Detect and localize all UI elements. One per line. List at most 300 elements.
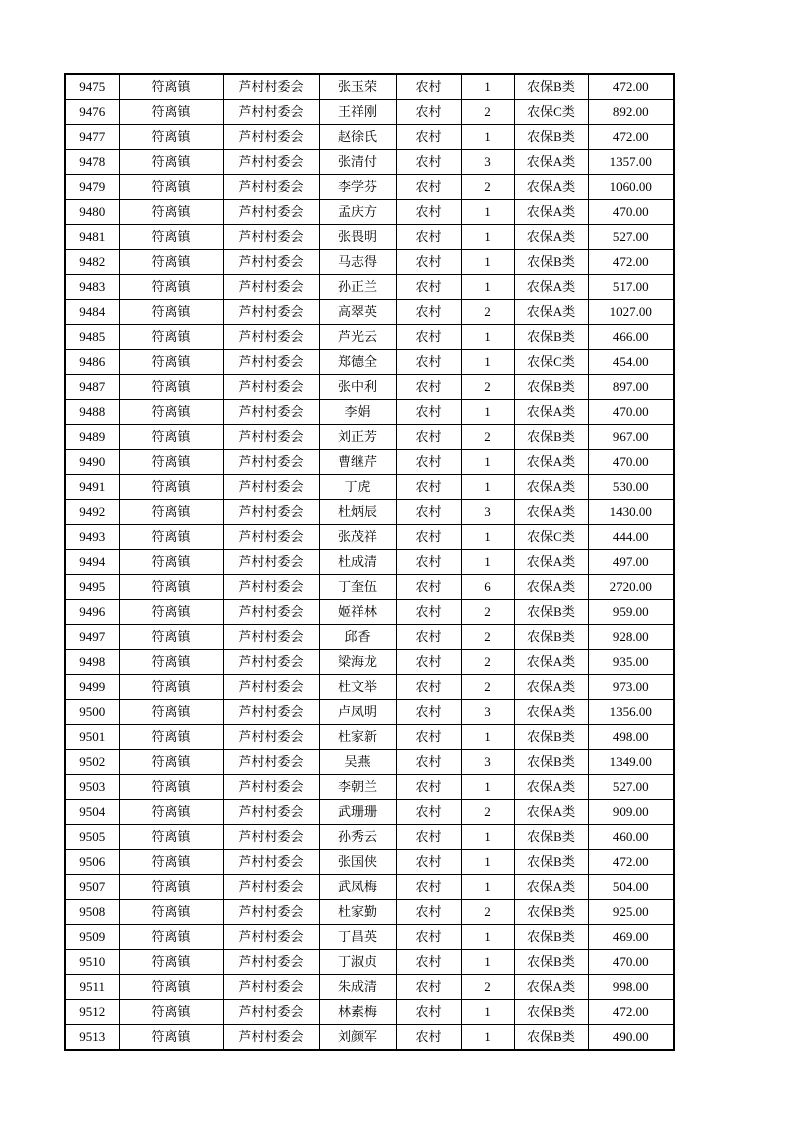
cell-name: 郑德全 (319, 350, 396, 375)
cell-id: 9478 (65, 150, 119, 175)
cell-count: 1 (461, 825, 514, 850)
cell-town: 符离镇 (119, 225, 223, 250)
cell-name: 张玉荣 (319, 74, 396, 100)
cell-name: 杜家新 (319, 725, 396, 750)
cell-category: 农保A类 (514, 225, 588, 250)
table-row (65, 450, 674, 475)
cell-residence: 农村 (396, 550, 461, 575)
cell-name: 张畏明 (319, 225, 396, 250)
cell-name: 孟庆方 (319, 200, 396, 225)
cell-name: 曹继芹 (319, 450, 396, 475)
cell-count: 3 (461, 500, 514, 525)
cell-town: 符离镇 (119, 925, 223, 950)
cell-village: 芦村村委会 (223, 950, 319, 975)
cell-town: 符离镇 (119, 500, 223, 525)
cell-id: 9481 (65, 225, 119, 250)
cell-village: 芦村村委会 (223, 925, 319, 950)
cell-town: 符离镇 (119, 575, 223, 600)
cell-amount: 1357.00 (588, 150, 674, 175)
cell-id: 9480 (65, 200, 119, 225)
cell-id: 9507 (65, 875, 119, 900)
cell-name: 丁奎伍 (319, 575, 396, 600)
cell-residence: 农村 (396, 875, 461, 900)
cell-village: 芦村村委会 (223, 400, 319, 425)
cell-village: 芦村村委会 (223, 900, 319, 925)
cell-village: 芦村村委会 (223, 550, 319, 575)
cell-name: 张中利 (319, 375, 396, 400)
cell-village: 芦村村委会 (223, 525, 319, 550)
cell-count: 1 (461, 250, 514, 275)
cell-residence: 农村 (396, 325, 461, 350)
cell-town: 符离镇 (119, 975, 223, 1000)
cell-village: 芦村村委会 (223, 375, 319, 400)
cell-id: 9496 (65, 600, 119, 625)
cell-town: 符离镇 (119, 300, 223, 325)
cell-count: 2 (461, 650, 514, 675)
cell-name: 武凤梅 (319, 875, 396, 900)
cell-id: 9482 (65, 250, 119, 275)
table-row (65, 675, 674, 700)
cell-count: 2 (461, 600, 514, 625)
cell-town: 符离镇 (119, 525, 223, 550)
cell-id: 9500 (65, 700, 119, 725)
cell-village: 芦村村委会 (223, 775, 319, 800)
cell-name: 吴燕 (319, 750, 396, 775)
cell-amount: 454.00 (588, 350, 674, 375)
table-row (65, 750, 674, 775)
cell-town: 符离镇 (119, 350, 223, 375)
table-row (65, 550, 674, 575)
cell-count: 3 (461, 750, 514, 775)
table-row (65, 325, 674, 350)
cell-amount: 472.00 (588, 850, 674, 875)
cell-amount: 928.00 (588, 625, 674, 650)
cell-village: 芦村村委会 (223, 250, 319, 275)
cell-town: 符离镇 (119, 250, 223, 275)
cell-village: 芦村村委会 (223, 850, 319, 875)
cell-residence: 农村 (396, 850, 461, 875)
table-row (65, 525, 674, 550)
table-row (65, 225, 674, 250)
cell-id: 9503 (65, 775, 119, 800)
cell-count: 2 (461, 375, 514, 400)
cell-name: 李娟 (319, 400, 396, 425)
cell-village: 芦村村委会 (223, 150, 319, 175)
cell-residence: 农村 (396, 675, 461, 700)
table-row (65, 925, 674, 950)
table-row (65, 825, 674, 850)
cell-id: 9487 (65, 375, 119, 400)
cell-town: 符离镇 (119, 625, 223, 650)
cell-residence: 农村 (396, 725, 461, 750)
table-row (65, 275, 674, 300)
table-row (65, 850, 674, 875)
cell-id: 9512 (65, 1000, 119, 1025)
cell-id: 9498 (65, 650, 119, 675)
cell-count: 1 (461, 475, 514, 500)
cell-village: 芦村村委会 (223, 825, 319, 850)
cell-town: 符离镇 (119, 325, 223, 350)
cell-count: 2 (461, 900, 514, 925)
table-row (65, 200, 674, 225)
cell-category: 农保C类 (514, 350, 588, 375)
table-row (65, 700, 674, 725)
cell-name: 丁虎 (319, 475, 396, 500)
cell-town: 符离镇 (119, 150, 223, 175)
cell-count: 1 (461, 125, 514, 150)
cell-amount: 466.00 (588, 325, 674, 350)
cell-name: 梁海龙 (319, 650, 396, 675)
cell-amount: 460.00 (588, 825, 674, 850)
cell-id: 9506 (65, 850, 119, 875)
cell-id: 9513 (65, 1025, 119, 1051)
cell-amount: 935.00 (588, 650, 674, 675)
cell-residence: 农村 (396, 175, 461, 200)
table-row (65, 900, 674, 925)
cell-category: 农保B类 (514, 625, 588, 650)
cell-name: 杜文举 (319, 675, 396, 700)
cell-village: 芦村村委会 (223, 500, 319, 525)
cell-count: 1 (461, 775, 514, 800)
cell-residence: 农村 (396, 350, 461, 375)
cell-town: 符离镇 (119, 950, 223, 975)
cell-residence: 农村 (396, 400, 461, 425)
cell-count: 2 (461, 675, 514, 700)
cell-town: 符离镇 (119, 900, 223, 925)
cell-count: 1 (461, 450, 514, 475)
table-row (65, 100, 674, 125)
cell-town: 符离镇 (119, 675, 223, 700)
cell-category: 农保B类 (514, 425, 588, 450)
records-table-body (65, 74, 674, 1050)
cell-name: 杜炳辰 (319, 500, 396, 525)
cell-town: 符离镇 (119, 475, 223, 500)
cell-amount: 1349.00 (588, 750, 674, 775)
cell-residence: 农村 (396, 600, 461, 625)
table-row (65, 350, 674, 375)
cell-amount: 527.00 (588, 225, 674, 250)
cell-category: 农保A类 (514, 175, 588, 200)
cell-amount: 527.00 (588, 775, 674, 800)
table-row (65, 74, 674, 100)
cell-town: 符离镇 (119, 775, 223, 800)
cell-residence: 农村 (396, 825, 461, 850)
cell-amount: 1430.00 (588, 500, 674, 525)
cell-id: 9486 (65, 350, 119, 375)
cell-id: 9477 (65, 125, 119, 150)
cell-amount: 517.00 (588, 275, 674, 300)
cell-amount: 892.00 (588, 100, 674, 125)
cell-town: 符离镇 (119, 600, 223, 625)
cell-count: 1 (461, 550, 514, 575)
cell-name: 杜家勤 (319, 900, 396, 925)
cell-name: 李学芬 (319, 175, 396, 200)
cell-count: 1 (461, 350, 514, 375)
cell-category: 农保C类 (514, 100, 588, 125)
cell-residence: 农村 (396, 150, 461, 175)
cell-name: 孙正兰 (319, 275, 396, 300)
table-row (65, 250, 674, 275)
cell-category: 农保A类 (514, 975, 588, 1000)
cell-count: 1 (461, 925, 514, 950)
cell-id: 9475 (65, 74, 119, 100)
cell-village: 芦村村委会 (223, 975, 319, 1000)
cell-amount: 472.00 (588, 1000, 674, 1025)
cell-amount: 2720.00 (588, 575, 674, 600)
cell-amount: 1356.00 (588, 700, 674, 725)
cell-category: 农保A类 (514, 300, 588, 325)
cell-town: 符离镇 (119, 275, 223, 300)
cell-name: 孙秀云 (319, 825, 396, 850)
cell-residence: 农村 (396, 74, 461, 100)
cell-count: 1 (461, 74, 514, 100)
cell-count: 1 (461, 325, 514, 350)
cell-amount: 470.00 (588, 200, 674, 225)
cell-residence: 农村 (396, 450, 461, 475)
cell-id: 9479 (65, 175, 119, 200)
cell-amount: 470.00 (588, 950, 674, 975)
cell-count: 1 (461, 950, 514, 975)
cell-count: 1 (461, 875, 514, 900)
cell-amount: 909.00 (588, 800, 674, 825)
cell-id: 9508 (65, 900, 119, 925)
cell-category: 农保B类 (514, 1000, 588, 1025)
cell-category: 农保B类 (514, 125, 588, 150)
cell-amount: 498.00 (588, 725, 674, 750)
cell-name: 马志得 (319, 250, 396, 275)
cell-amount: 530.00 (588, 475, 674, 500)
cell-count: 2 (461, 425, 514, 450)
cell-amount: 472.00 (588, 250, 674, 275)
cell-town: 符离镇 (119, 800, 223, 825)
cell-residence: 农村 (396, 625, 461, 650)
cell-id: 9492 (65, 500, 119, 525)
cell-name: 李朝兰 (319, 775, 396, 800)
cell-amount: 470.00 (588, 450, 674, 475)
cell-village: 芦村村委会 (223, 200, 319, 225)
cell-name: 赵徐氏 (319, 125, 396, 150)
cell-village: 芦村村委会 (223, 650, 319, 675)
cell-category: 农保A类 (514, 275, 588, 300)
cell-category: 农保A类 (514, 675, 588, 700)
cell-count: 2 (461, 625, 514, 650)
cell-residence: 农村 (396, 925, 461, 950)
cell-town: 符离镇 (119, 1000, 223, 1025)
table-row (65, 625, 674, 650)
cell-name: 张国侠 (319, 850, 396, 875)
cell-residence: 农村 (396, 650, 461, 675)
cell-name: 张茂祥 (319, 525, 396, 550)
cell-category: 农保B类 (514, 325, 588, 350)
cell-count: 2 (461, 300, 514, 325)
cell-category: 农保B类 (514, 600, 588, 625)
cell-category: 农保A类 (514, 875, 588, 900)
cell-count: 6 (461, 575, 514, 600)
cell-id: 9490 (65, 450, 119, 475)
cell-village: 芦村村委会 (223, 425, 319, 450)
cell-category: 农保B类 (514, 250, 588, 275)
cell-amount: 504.00 (588, 875, 674, 900)
cell-town: 符离镇 (119, 175, 223, 200)
cell-category: 农保B类 (514, 900, 588, 925)
table-row (65, 175, 674, 200)
cell-amount: 967.00 (588, 425, 674, 450)
cell-amount: 998.00 (588, 975, 674, 1000)
cell-id: 9485 (65, 325, 119, 350)
cell-residence: 农村 (396, 975, 461, 1000)
cell-count: 1 (461, 400, 514, 425)
cell-village: 芦村村委会 (223, 625, 319, 650)
cell-town: 符离镇 (119, 74, 223, 100)
cell-village: 芦村村委会 (223, 350, 319, 375)
cell-village: 芦村村委会 (223, 750, 319, 775)
cell-residence: 农村 (396, 1000, 461, 1025)
cell-amount: 1027.00 (588, 300, 674, 325)
cell-category: 农保B类 (514, 950, 588, 975)
cell-residence: 农村 (396, 250, 461, 275)
cell-count: 1 (461, 725, 514, 750)
cell-id: 9502 (65, 750, 119, 775)
table-row (65, 775, 674, 800)
cell-id: 9505 (65, 825, 119, 850)
cell-town: 符离镇 (119, 425, 223, 450)
table-row (65, 425, 674, 450)
cell-category: 农保B类 (514, 375, 588, 400)
cell-count: 1 (461, 200, 514, 225)
cell-village: 芦村村委会 (223, 225, 319, 250)
cell-amount: 469.00 (588, 925, 674, 950)
cell-id: 9483 (65, 275, 119, 300)
cell-village: 芦村村委会 (223, 875, 319, 900)
cell-category: 农保A类 (514, 450, 588, 475)
cell-count: 1 (461, 225, 514, 250)
cell-id: 9476 (65, 100, 119, 125)
cell-category: 农保C类 (514, 525, 588, 550)
cell-amount: 1060.00 (588, 175, 674, 200)
cell-residence: 农村 (396, 475, 461, 500)
table-row (65, 650, 674, 675)
cell-count: 2 (461, 100, 514, 125)
cell-town: 符离镇 (119, 375, 223, 400)
cell-category: 农保B类 (514, 74, 588, 100)
cell-id: 9497 (65, 625, 119, 650)
cell-id: 9488 (65, 400, 119, 425)
cell-residence: 农村 (396, 575, 461, 600)
table-row (65, 975, 674, 1000)
cell-village: 芦村村委会 (223, 1000, 319, 1025)
cell-amount: 470.00 (588, 400, 674, 425)
cell-amount: 490.00 (588, 1025, 674, 1051)
table-row (65, 150, 674, 175)
cell-count: 3 (461, 700, 514, 725)
cell-residence: 农村 (396, 100, 461, 125)
cell-village: 芦村村委会 (223, 300, 319, 325)
cell-village: 芦村村委会 (223, 175, 319, 200)
table-row (65, 600, 674, 625)
cell-amount: 497.00 (588, 550, 674, 575)
cell-category: 农保A类 (514, 650, 588, 675)
cell-town: 符离镇 (119, 825, 223, 850)
cell-residence: 农村 (396, 950, 461, 975)
table-row (65, 875, 674, 900)
cell-village: 芦村村委会 (223, 450, 319, 475)
cell-residence: 农村 (396, 900, 461, 925)
cell-town: 符离镇 (119, 125, 223, 150)
cell-id: 9493 (65, 525, 119, 550)
cell-category: 农保A类 (514, 400, 588, 425)
cell-village: 芦村村委会 (223, 600, 319, 625)
cell-name: 姬祥林 (319, 600, 396, 625)
cell-category: 农保B类 (514, 925, 588, 950)
cell-name: 刘正芳 (319, 425, 396, 450)
cell-residence: 农村 (396, 375, 461, 400)
cell-id: 9510 (65, 950, 119, 975)
cell-residence: 农村 (396, 750, 461, 775)
cell-count: 1 (461, 1025, 514, 1051)
cell-amount: 959.00 (588, 600, 674, 625)
cell-category: 农保A类 (514, 150, 588, 175)
cell-id: 9499 (65, 675, 119, 700)
cell-town: 符离镇 (119, 400, 223, 425)
cell-count: 2 (461, 975, 514, 1000)
table-row (65, 475, 674, 500)
cell-count: 1 (461, 1000, 514, 1025)
cell-village: 芦村村委会 (223, 575, 319, 600)
table-row (65, 400, 674, 425)
cell-name: 杜成清 (319, 550, 396, 575)
cell-village: 芦村村委会 (223, 1025, 319, 1051)
cell-village: 芦村村委会 (223, 74, 319, 100)
cell-category: 农保A类 (514, 550, 588, 575)
table-row (65, 500, 674, 525)
table-row (65, 375, 674, 400)
cell-name: 武珊珊 (319, 800, 396, 825)
records-table (64, 73, 675, 1051)
table-row (65, 300, 674, 325)
cell-category: 农保A类 (514, 800, 588, 825)
cell-residence: 农村 (396, 1025, 461, 1051)
cell-town: 符离镇 (119, 875, 223, 900)
cell-village: 芦村村委会 (223, 800, 319, 825)
cell-id: 9501 (65, 725, 119, 750)
cell-residence: 农村 (396, 525, 461, 550)
cell-town: 符离镇 (119, 850, 223, 875)
cell-id: 9491 (65, 475, 119, 500)
cell-residence: 农村 (396, 700, 461, 725)
cell-residence: 农村 (396, 275, 461, 300)
cell-amount: 973.00 (588, 675, 674, 700)
table-row (65, 800, 674, 825)
cell-village: 芦村村委会 (223, 700, 319, 725)
cell-amount: 472.00 (588, 125, 674, 150)
cell-name: 卢凤明 (319, 700, 396, 725)
cell-residence: 农村 (396, 800, 461, 825)
cell-village: 芦村村委会 (223, 125, 319, 150)
cell-residence: 农村 (396, 125, 461, 150)
cell-id: 9489 (65, 425, 119, 450)
cell-village: 芦村村委会 (223, 475, 319, 500)
cell-residence: 农村 (396, 775, 461, 800)
cell-town: 符离镇 (119, 450, 223, 475)
cell-id: 9494 (65, 550, 119, 575)
cell-category: 农保B类 (514, 750, 588, 775)
cell-name: 邱香 (319, 625, 396, 650)
cell-category: 农保A类 (514, 500, 588, 525)
cell-name: 芦光云 (319, 325, 396, 350)
cell-count: 1 (461, 850, 514, 875)
cell-town: 符离镇 (119, 1025, 223, 1051)
cell-category: 农保B类 (514, 1025, 588, 1051)
